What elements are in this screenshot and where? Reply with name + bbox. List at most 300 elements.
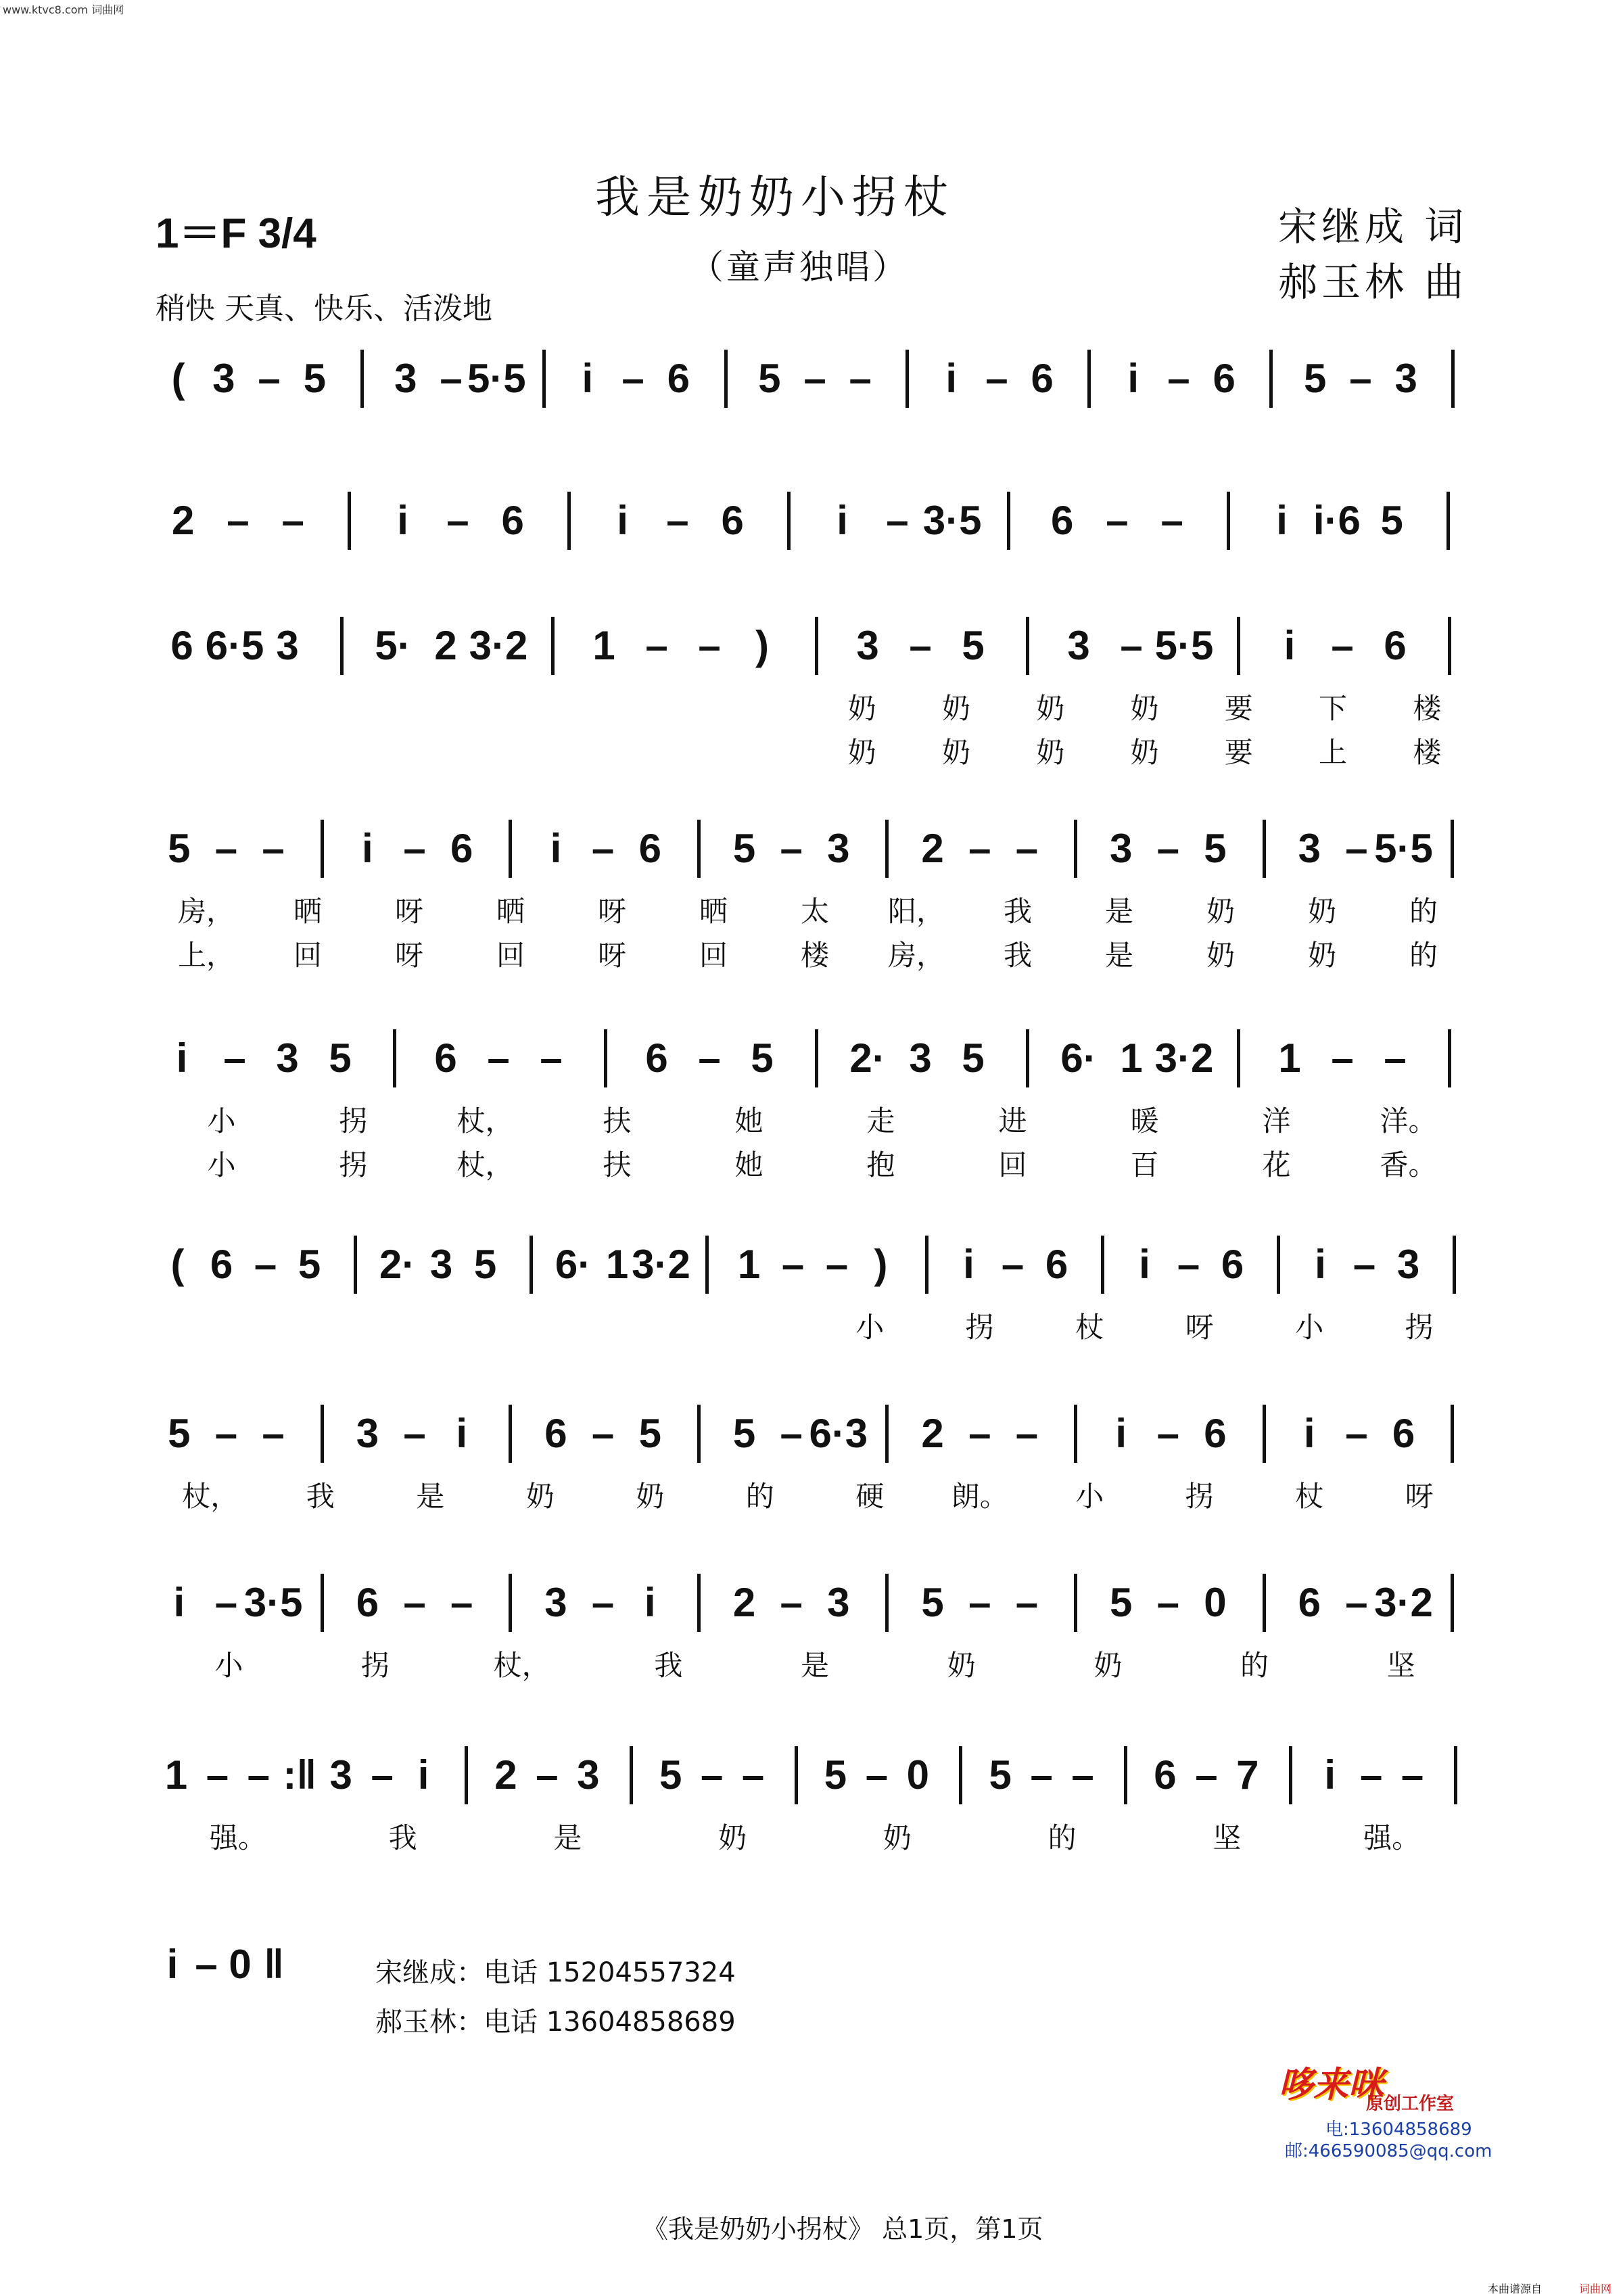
bar-line	[1074, 820, 1077, 878]
lyric-word: 拐	[360, 1649, 390, 1682]
lyric-word: 杖	[1075, 1311, 1104, 1344]
bar-line	[1454, 1746, 1457, 1804]
bar-line	[1289, 1746, 1292, 1804]
lyric-word: 的	[1048, 1821, 1077, 1854]
note: 0	[229, 1942, 252, 1987]
lyric-word: 晒	[699, 895, 728, 928]
note: –	[195, 1942, 218, 1987]
lyric-word: 楼	[1413, 736, 1442, 769]
lyric-row	[156, 1305, 1474, 1346]
lyric-word: 拐	[965, 1311, 994, 1344]
note: 6	[1298, 1580, 1321, 1625]
lyric-word: 呀	[394, 939, 424, 972]
note: –	[666, 498, 689, 543]
lyric-word: 楼	[800, 939, 830, 972]
bar-line	[509, 1574, 512, 1632]
note: 6	[1213, 356, 1236, 401]
note: 2·	[849, 1035, 886, 1081]
bar-line	[815, 617, 818, 675]
music-system	[156, 1397, 1474, 1471]
note: 5	[989, 1752, 1012, 1798]
note: i	[397, 498, 408, 543]
lyric-word: 进	[998, 1104, 1027, 1138]
lyric-word: 拐	[339, 1148, 368, 1181]
note: 6	[1221, 1242, 1244, 1287]
corner-note: 本曲谱源自	[1488, 2282, 1543, 2295]
bar-line	[959, 1746, 962, 1804]
lyric-word: 她	[734, 1104, 763, 1138]
bar-line	[509, 1405, 512, 1463]
note: –	[698, 1035, 721, 1081]
note: –	[1349, 356, 1372, 401]
bar-line	[509, 820, 512, 878]
note: 3	[276, 623, 299, 668]
note: 6	[1384, 623, 1407, 668]
note: –	[968, 826, 991, 871]
note: –	[403, 1580, 426, 1625]
note: i	[617, 498, 628, 543]
note: –	[700, 1752, 724, 1798]
lyric-word: 上，	[177, 939, 235, 972]
note: –	[1156, 1580, 1179, 1625]
note: –	[223, 1035, 246, 1081]
lyric-word: 的	[1409, 895, 1438, 928]
note: 2	[921, 826, 944, 871]
stamp-phone: 电:13604858689	[1325, 2119, 1472, 2140]
note: )	[755, 623, 769, 668]
note: 5	[732, 826, 756, 871]
note: 1	[605, 1242, 629, 1287]
corner-site: 词曲网	[1579, 2282, 1612, 2295]
bar-line	[1087, 350, 1091, 408]
note: –	[968, 1580, 991, 1625]
note: 2	[494, 1752, 517, 1798]
note: 5·	[375, 623, 411, 668]
lyric-row	[156, 1099, 1474, 1140]
note: –	[1106, 498, 1129, 543]
lyric-word: 强。	[209, 1821, 266, 1854]
note: 0	[1204, 1580, 1227, 1625]
note: i	[1127, 356, 1139, 401]
stamp-studio: 原创工作室	[1366, 2094, 1455, 2114]
lyric-word: 坚	[1213, 1821, 1242, 1854]
note: –	[1177, 1242, 1200, 1287]
bar-line	[1074, 1405, 1077, 1463]
note: i	[166, 1942, 179, 1987]
lyric-word: 是	[1104, 895, 1134, 928]
bar-line	[697, 1405, 701, 1463]
lyric-word: 我	[1003, 895, 1033, 928]
bar-line	[1263, 1574, 1266, 1632]
music-system	[156, 812, 1474, 886]
note: –	[591, 826, 615, 871]
studio-stamp	[1271, 2056, 1492, 2161]
note: 3	[577, 1752, 600, 1798]
note: 2·	[379, 1242, 416, 1287]
note: –	[214, 1411, 238, 1456]
lyric-word: 是	[416, 1480, 445, 1513]
note: i	[644, 1580, 656, 1625]
music-system	[156, 484, 1474, 558]
bar-line	[1074, 1574, 1077, 1632]
lyric-word: 小	[207, 1148, 236, 1181]
lyric-word: 是	[1104, 939, 1134, 972]
lyric-word: 洋	[1262, 1104, 1291, 1138]
lyric-word: 太	[800, 895, 830, 928]
note: 3	[1109, 826, 1133, 871]
note: 5·5	[467, 356, 526, 401]
bar-line	[530, 1236, 533, 1294]
lyric-word: 呀	[1185, 1311, 1214, 1344]
note: –	[258, 356, 281, 401]
note: 5	[659, 1752, 682, 1798]
lyric-word: 奶	[636, 1480, 665, 1513]
note: –	[403, 1411, 426, 1456]
note: 3·2	[469, 623, 528, 668]
bar-line	[348, 492, 351, 550]
lyric-word: 房，	[887, 939, 945, 972]
note: 1	[164, 1752, 188, 1798]
music-system	[156, 1021, 1474, 1096]
lyric-word: 我	[306, 1480, 335, 1513]
note: (	[170, 1242, 185, 1287]
lyric-word: 的	[1240, 1649, 1269, 1682]
note: i	[1139, 1242, 1150, 1287]
note: 5	[751, 1035, 774, 1081]
note: –	[446, 498, 469, 543]
note: 2	[434, 623, 457, 668]
note: –	[1345, 1411, 1368, 1456]
lyric-word: 我	[1003, 939, 1033, 972]
lyric-word: 坚	[1386, 1649, 1415, 1682]
note: –	[214, 826, 238, 871]
note: 3·2	[1154, 1035, 1214, 1081]
note: 1	[592, 623, 615, 668]
note: i·6	[1313, 498, 1361, 543]
bar-line	[925, 1236, 928, 1294]
lyric-word: 奶	[847, 692, 876, 725]
lyric-word: 小	[207, 1104, 236, 1138]
note: i	[1324, 1752, 1336, 1798]
lyric-row	[156, 1143, 1474, 1184]
note: 3	[1396, 1242, 1420, 1287]
bar-line	[1451, 350, 1455, 408]
note: 6	[544, 1411, 567, 1456]
note: –	[1401, 1752, 1424, 1798]
bar-line	[1453, 1236, 1456, 1294]
bar-line	[724, 350, 728, 408]
note: –	[1345, 826, 1368, 871]
music-system	[156, 342, 1474, 416]
note: 1	[737, 1242, 761, 1287]
note: i	[456, 1411, 468, 1456]
lyric-word: 洋。	[1380, 1104, 1437, 1138]
bar-line	[1446, 492, 1450, 550]
note: 6	[1031, 356, 1054, 401]
note: 6	[667, 356, 690, 401]
note: 6·5	[205, 623, 264, 668]
note: 3	[856, 623, 879, 668]
note: –	[450, 1580, 473, 1625]
lyric-word: 是	[800, 1649, 830, 1682]
site-header: www.ktvc8.com 词曲网	[3, 3, 124, 16]
bar-line	[1277, 1236, 1280, 1294]
bar-line	[567, 492, 571, 550]
note: 5	[962, 1035, 985, 1081]
note: 2	[171, 498, 195, 543]
note: i	[1303, 1411, 1315, 1456]
note: 5	[303, 356, 327, 401]
note: –	[1384, 1035, 1407, 1081]
note: –	[1352, 1242, 1376, 1287]
note: 6·	[555, 1242, 592, 1287]
bar-line	[1026, 617, 1029, 675]
bar-line	[551, 617, 555, 675]
bar-line	[885, 820, 889, 878]
lyric-word: 香。	[1380, 1148, 1437, 1181]
lyric-row	[156, 889, 1474, 930]
note: –	[403, 826, 426, 871]
bar-line	[393, 1029, 396, 1087]
note: 7	[1236, 1752, 1259, 1798]
bar-line	[1263, 1405, 1266, 1463]
note: –	[1195, 1752, 1218, 1798]
lyric-word: 回	[496, 939, 525, 972]
bar-line	[815, 1029, 818, 1087]
lyric-word: 奶	[1130, 736, 1159, 769]
bar-line	[1237, 617, 1240, 675]
bar-line	[1227, 492, 1230, 550]
lyric-word: 要	[1224, 692, 1253, 725]
bar-line	[885, 1574, 889, 1632]
note: 5	[298, 1242, 321, 1287]
bar-line	[321, 820, 324, 878]
note: i	[1115, 1411, 1127, 1456]
lyric-word: 我	[654, 1649, 683, 1682]
note: i	[550, 826, 562, 871]
lyric-word: 回	[293, 939, 323, 972]
lyric-word: 小	[855, 1311, 885, 1344]
note: –	[591, 1411, 615, 1456]
note: 3·5	[922, 498, 982, 543]
bar-line	[340, 617, 344, 675]
note: 5	[329, 1035, 352, 1081]
lyric-row	[156, 686, 1474, 727]
key-signature: 1＝F 3/4	[156, 210, 316, 257]
note: –	[1001, 1242, 1025, 1287]
lyric-word: 回	[998, 1148, 1027, 1181]
note: –	[909, 623, 932, 668]
composer-credit: 郝玉林 曲	[1278, 259, 1468, 305]
lyric-word: 扶	[603, 1104, 632, 1138]
note: –	[985, 356, 1008, 401]
note: –	[780, 826, 803, 871]
lyric-word: 呀	[1405, 1480, 1434, 1513]
song-title: 我是奶奶小拐杖	[595, 171, 955, 223]
music-system	[156, 1227, 1474, 1302]
lyric-row	[156, 933, 1474, 974]
note: 5	[732, 1411, 756, 1456]
note: 3	[827, 1580, 850, 1625]
bar-line	[1448, 1029, 1451, 1087]
note: –	[1331, 623, 1354, 668]
page-footer: 《我是奶奶小拐杖》 总1页，第1页	[642, 2214, 1043, 2244]
bar-line	[795, 1746, 798, 1804]
note: )	[874, 1242, 888, 1287]
note: –	[262, 826, 285, 871]
lyric-word: 奶	[1093, 1649, 1123, 1682]
note: 6	[645, 1035, 668, 1081]
music-system	[156, 1738, 1474, 1812]
lyric-word: 杖	[1295, 1480, 1324, 1513]
note: –	[440, 356, 463, 401]
lyric-word: 奶	[883, 1821, 912, 1854]
note: –	[968, 1411, 991, 1456]
lyric-word: 扶	[603, 1148, 632, 1181]
note: i	[837, 498, 848, 543]
lyric-word: 走	[866, 1104, 895, 1138]
note: ‖	[264, 1942, 284, 1987]
lyric-word: 房，	[177, 895, 235, 928]
lyric-word: 花	[1262, 1148, 1291, 1181]
lyric-word: 抱	[866, 1148, 895, 1181]
note: 3·5	[243, 1580, 303, 1625]
note: 3	[909, 1035, 932, 1081]
song-subtitle: （童声独唱）	[690, 248, 909, 287]
lyric-word: 小	[214, 1649, 243, 1682]
note: –	[1120, 623, 1143, 668]
note: 6	[1204, 1411, 1227, 1456]
note: 3·2	[1374, 1580, 1433, 1625]
note: 2	[921, 1411, 944, 1456]
note: 6	[501, 498, 524, 543]
note: 6	[1045, 1242, 1068, 1287]
note: –	[540, 1035, 563, 1081]
music-system	[156, 1927, 291, 2002]
lyric-word: 强。	[1363, 1821, 1421, 1854]
note: 3	[1067, 623, 1090, 668]
note: 5	[1303, 356, 1327, 401]
note: i	[362, 826, 373, 871]
bar-line	[542, 350, 546, 408]
bar-line	[1448, 617, 1451, 675]
lyric-word: 硬	[855, 1480, 885, 1513]
lyric-word: 奶	[1307, 939, 1337, 972]
lyricist-credit: 宋继成 词	[1278, 204, 1468, 250]
note: –	[1071, 1752, 1094, 1798]
note: 3	[356, 1411, 379, 1456]
music-system	[156, 609, 1474, 683]
note: –	[741, 1752, 765, 1798]
note: –	[780, 1580, 803, 1625]
note: –	[281, 498, 304, 543]
note: i	[176, 1035, 188, 1081]
bar-line	[1451, 1574, 1454, 1632]
note: 5	[168, 1411, 191, 1456]
lyric-word: 呀	[597, 895, 627, 928]
tempo-marking: 稍快 天真、快乐、活泼地	[156, 291, 492, 326]
note: –	[487, 1035, 510, 1081]
note: 6	[434, 1035, 457, 1081]
note: –	[645, 623, 668, 668]
note: 3	[429, 1242, 453, 1287]
lyric-word: 暖	[1130, 1104, 1159, 1138]
bar-line	[697, 820, 701, 878]
lyric-word: 拐	[339, 1104, 368, 1138]
note: –	[1359, 1752, 1383, 1798]
lyric-word: 杖，	[456, 1104, 514, 1138]
lyric-word: 的	[745, 1480, 774, 1513]
note: 5	[168, 826, 191, 871]
note: i	[582, 356, 594, 401]
note: 6	[210, 1242, 233, 1287]
lyric-word: 拐	[1405, 1311, 1434, 1344]
note: 5	[638, 1411, 661, 1456]
contact-lyricist: 宋继成：电话 15204557324	[375, 1957, 736, 1988]
note: 3	[394, 356, 417, 401]
note: –	[1331, 1035, 1354, 1081]
contact-composer: 郝玉林：电话 13604858689	[375, 2007, 736, 2038]
lyric-word: 百	[1130, 1148, 1159, 1181]
note: –	[1345, 1580, 1368, 1625]
note: 6	[1392, 1411, 1415, 1456]
lyric-word: 小	[1295, 1311, 1324, 1344]
bar-line	[1124, 1746, 1127, 1804]
stamp-logo: 哆来咪	[1278, 2065, 1384, 2105]
lyric-word: 奶	[1036, 692, 1065, 725]
note: 3	[544, 1580, 567, 1625]
bar-line	[1026, 1029, 1029, 1087]
lyric-word: 晒	[496, 895, 525, 928]
lyric-word: 要	[1224, 736, 1253, 769]
note: –	[206, 1752, 229, 1798]
lyric-word: 回	[699, 939, 728, 972]
lyric-word: 呀	[394, 895, 424, 928]
note: –	[781, 1242, 805, 1287]
note: –	[1015, 1411, 1039, 1456]
note: –	[886, 498, 909, 543]
note: –	[1030, 1752, 1053, 1798]
bar-line	[1237, 1029, 1240, 1087]
note: 3	[212, 356, 235, 401]
lyric-word: 奶	[718, 1821, 747, 1854]
note: (	[171, 356, 185, 401]
note: –	[214, 1580, 238, 1625]
note: 6	[638, 826, 661, 871]
bar-line	[604, 1029, 607, 1087]
lyric-word: 奶	[1206, 939, 1236, 972]
bar-line	[321, 1405, 324, 1463]
note: i	[1315, 1242, 1326, 1287]
note: 5	[1109, 1580, 1133, 1625]
note: 5	[921, 1580, 944, 1625]
lyric-word: 呀	[597, 939, 627, 972]
note: –	[780, 1411, 803, 1456]
bar-line	[630, 1746, 633, 1804]
bar-line	[705, 1236, 709, 1294]
bar-line	[1101, 1236, 1104, 1294]
note: 3	[827, 826, 850, 871]
lyric-word: 奶	[941, 736, 970, 769]
note: –	[247, 1752, 270, 1798]
note: 6	[170, 623, 193, 668]
music-system	[156, 1566, 1474, 1640]
bar-line	[787, 492, 791, 550]
lyric-word: 下	[1319, 692, 1348, 725]
note: 6·	[1060, 1035, 1097, 1081]
bar-line	[1269, 350, 1273, 408]
note: 1	[1278, 1035, 1301, 1081]
